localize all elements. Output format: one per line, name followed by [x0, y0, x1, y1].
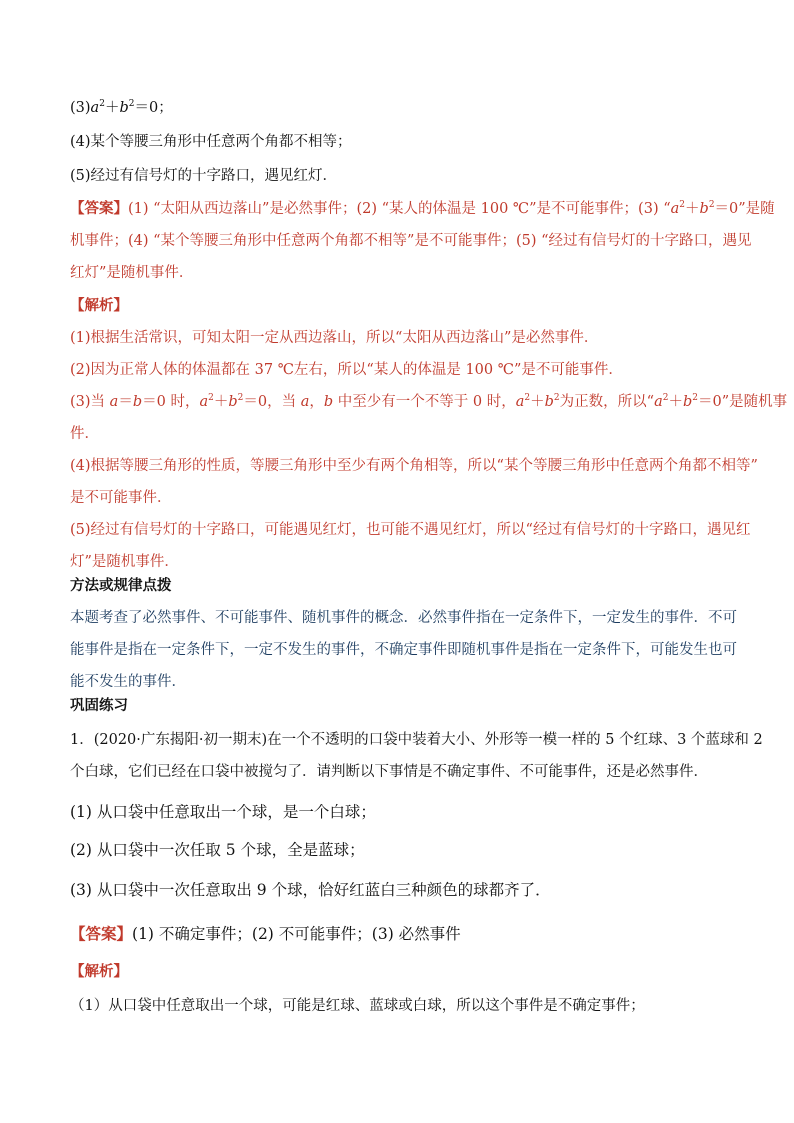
answer-text-1: (1) “太阳从西边落山”是必然事件；(2) “某人的体温是 100 ℃”是不可能事件；(3) “ — [128, 201, 671, 217]
analysis-p3-line2: 件． — [70, 426, 99, 442]
p3-e: 为正数，所以“ — [559, 394, 655, 410]
practice-sub-1: (1) 从口袋中任意取出一个球，是一个白球； — [70, 803, 376, 821]
practice-sub-3: (3) 从口袋中一次任意取出 9 个球，恰好红蓝白三种颜色的球都齐了． — [70, 881, 551, 899]
item-3-prefix: (3) — [70, 100, 91, 116]
practice-heading: 巩固练习 — [70, 697, 128, 714]
analysis-p4-line2: 是不可能事件． — [70, 490, 172, 506]
analysis-p5-line2: 灯”是随机事件． — [70, 554, 179, 570]
p3-a: (3)当 — [70, 394, 110, 410]
analysis-p3-line1: (3)当 a＝b＝0 时，$a^2+b^2=0$，当 a，b 中至少有一个不等于 0 时，$a^2+b^2$为正数，所以“$a^2+b^2=0$”是随机事 — [70, 393, 788, 410]
practice-answer-label: 【答案】 — [70, 924, 133, 943]
p3-b: ＝0 时， — [142, 394, 200, 410]
question-item-3: $(3)a^2+b^2=0$； — [70, 99, 173, 116]
answer-label: 【答案】 — [70, 200, 128, 217]
practice-q1-line2: 个白球，它们已经在口袋中被搅匀了．请判断以下事情是不确定事件、不可能事件，还是必然事件． — [70, 764, 708, 780]
analysis-p4-line1: (4)根据等腰三角形的性质，等腰三角形中至少有两个角相等，所以“某个等腰三角形中任意两个角都不相等” — [70, 458, 758, 474]
practice-answer-line — [70, 924, 461, 944]
practice-analysis-label: 【解析】 — [70, 963, 128, 980]
answer-line-2: 机事件；(4) “某个等腰三角形中任意两个角都不相等”是不可能事件；(5) “经过有信号灯的十字路口，遇见 — [70, 233, 752, 249]
answer-line-3: 红灯”是随机事件． — [70, 265, 194, 281]
answer-text-1-tail: ＝0”是随 — [714, 201, 775, 217]
method-line-2: 能事件是指在一定条件下，一定不发生的事件，不确定事件即随机事件是指在一定条件下，可能发生也可 — [70, 642, 737, 658]
analysis-p5-line1: (5)经过有信号灯的十字路口，可能遇见红灯，也可能不遇见红灯，所以“经过有信号灯的十字路口，遇见红 — [70, 522, 751, 538]
p3-c: ＝0，当 — [243, 394, 301, 410]
question-item-5: (5)经过有信号灯的十字路口，遇见红灯． — [70, 168, 338, 184]
method-heading: 方法或规律点拨 — [70, 577, 172, 594]
practice-sub-2: (2) 从口袋中一次任取 5 个球，全是蓝球； — [70, 841, 365, 859]
practice-q1-line1: 1．(2020·广东揭阳·初一期末)在一个不透明的口袋中装着大小、外形等一模一样的 5 个红球、3 个蓝球和 2 — [70, 732, 763, 748]
p3-f: ＝0”是随机事 — [698, 394, 788, 410]
answer-line-1: 【答案】(1) “太阳从西边落山”是必然事件；(2) “某人的体温是 100 ℃”是不可能事件；(3) “$a^2+b^2=0$”是随 — [70, 200, 775, 217]
analysis-p2: (2)因为正常人体的体温都在 37 ℃左右，所以“某人的体温是 100 ℃”是不可能事件． — [70, 362, 623, 378]
method-line-3: 能不发生的事件． — [70, 674, 186, 690]
analysis-label: 【解析】 — [70, 297, 128, 314]
practice-analysis-p1: （1）从口袋中任意取出一个球，可能是红球、蓝球或白球，所以这个事件是不确定事件； — [70, 998, 645, 1014]
method-line-1: 本题考查了必然事件、不可能事件、随机事件的概念．必然事件指在一定条件下，一定发生的事件．不可 — [70, 610, 737, 626]
p3-d: 中至少有一个不等于 0 时， — [333, 394, 516, 410]
question-item-4: (4)某个等腰三角形中任意两个角都不相等； — [70, 134, 352, 150]
item-3-suffix: ＝0； — [134, 100, 173, 116]
analysis-p1: (1)根据生活常识，可知太阳一定从西边落山，所以“太阳从西边落山”是必然事件． — [70, 330, 599, 346]
practice-answer-text: (1) 不确定事件；(2) 不可能事件；(3) 必然事件 — [132, 925, 461, 943]
